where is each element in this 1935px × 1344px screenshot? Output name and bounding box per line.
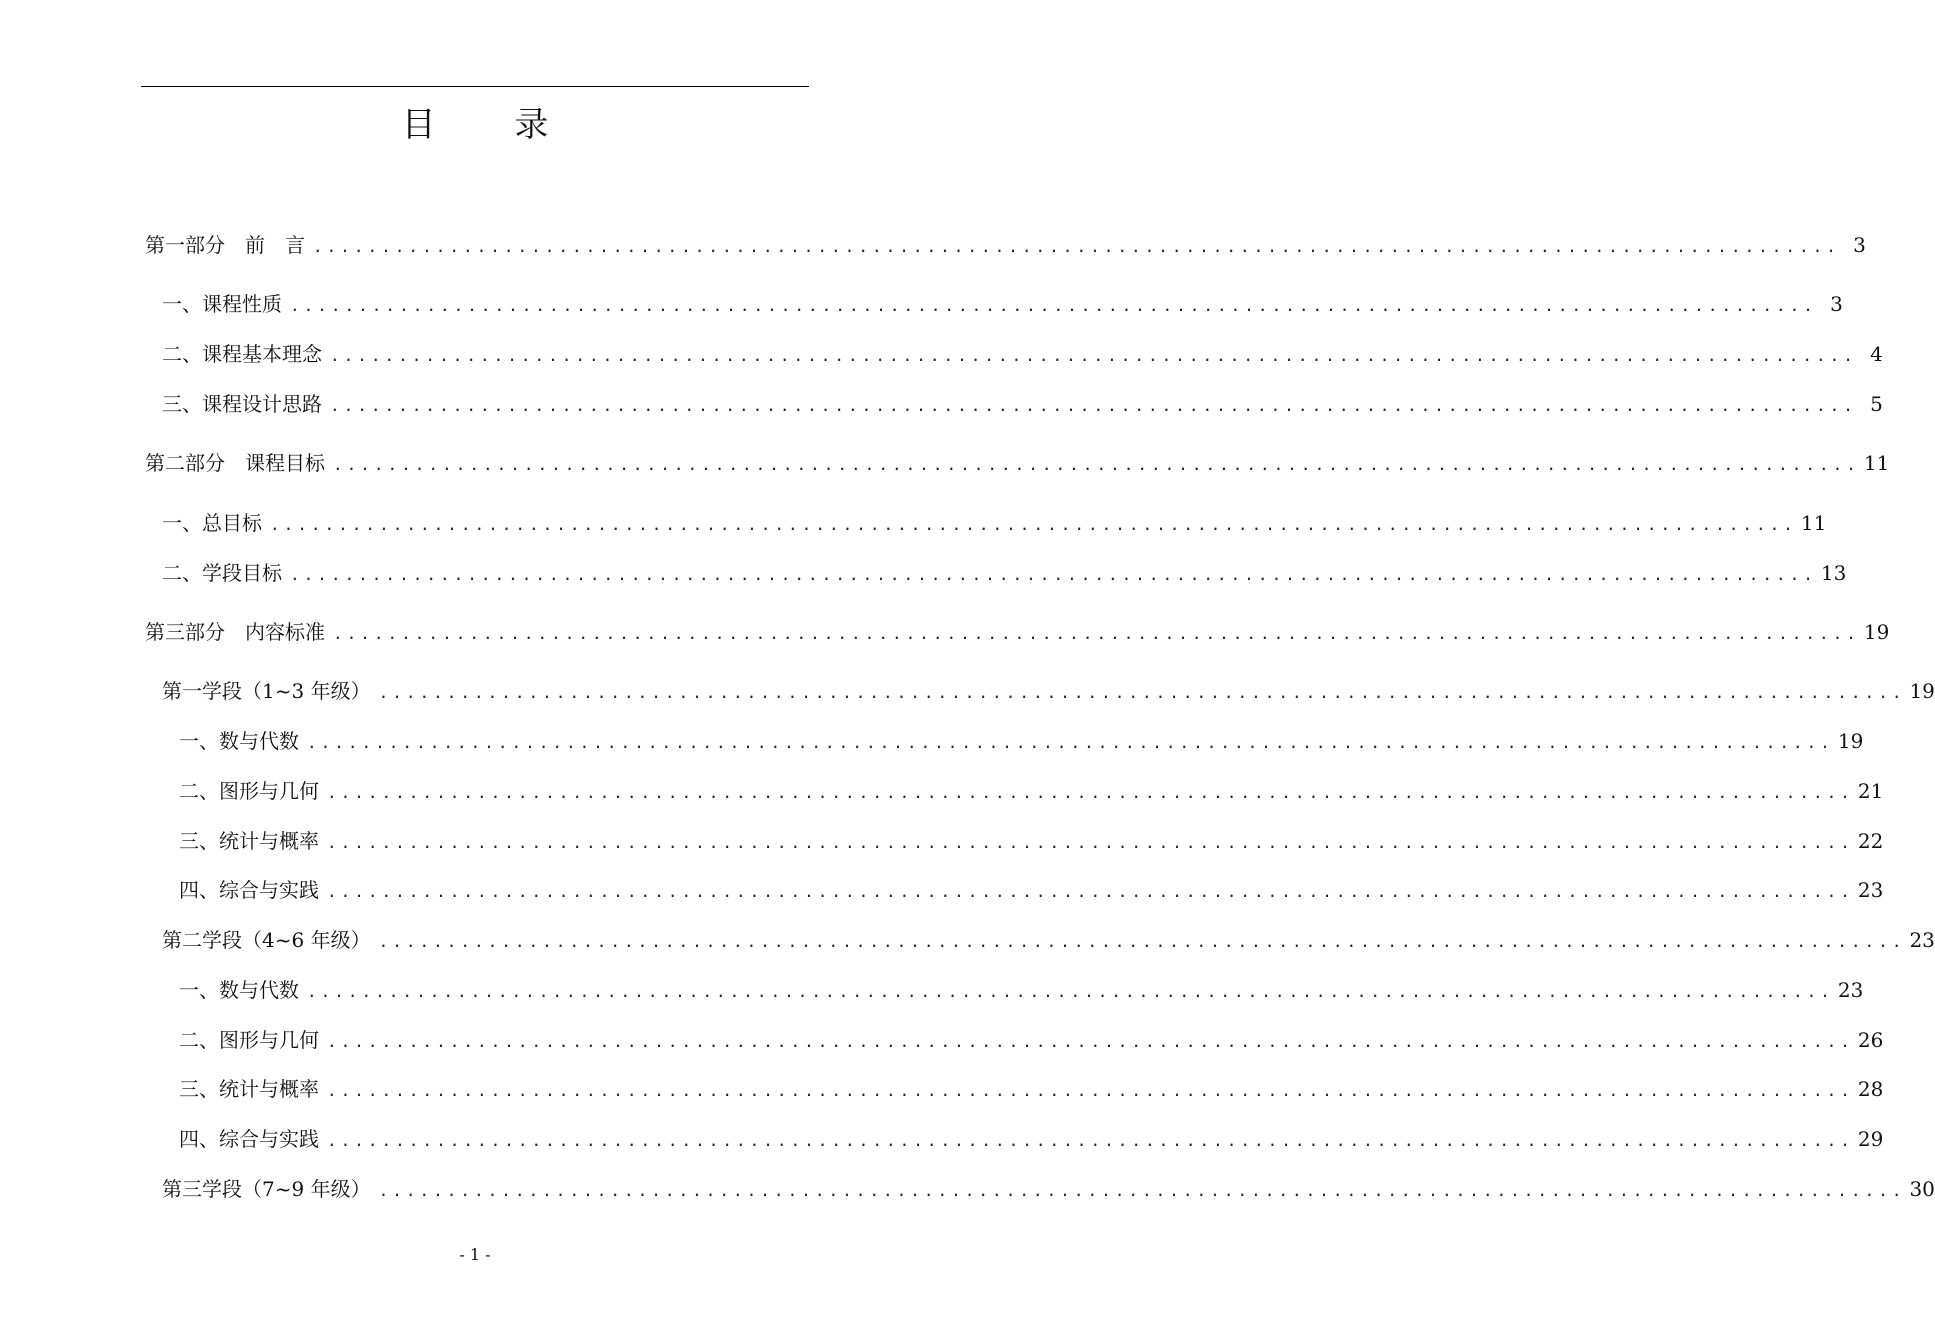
toc-entry-label: 第三学段（7~9 年级） — [162, 1177, 371, 1201]
toc-entry-page: 22 — [1857, 829, 1884, 853]
toc-entry-label: 一、数与代数 — [179, 978, 299, 1002]
page-number: - 1 - — [459, 1245, 491, 1264]
toc-entry-label: 三、课程设计思路 — [162, 392, 322, 416]
toc-entry-label: 一、课程性质 — [162, 292, 282, 316]
toc-entry-label: 二、学段目标 — [162, 561, 282, 585]
toc-entry-label: 四、综合与实践 — [179, 1127, 319, 1151]
toc-entry-label: 三、统计与概率 — [179, 1077, 319, 1101]
toc-dot-leader: ................................................................................................................ — [327, 783, 1854, 802]
toc-entry-label: 一、总目标 — [162, 511, 262, 535]
toc-entry[interactable] — [145, 617, 1890, 647]
toc-entry-label: 第二学段（4~6 年级） — [162, 928, 371, 952]
toc-dot-leader: ................................................................................................................ — [313, 237, 1840, 256]
toc-entry[interactable] — [162, 676, 1935, 706]
toc-entry-page: 26 — [1857, 1028, 1884, 1052]
toc-entry[interactable] — [162, 289, 1843, 319]
toc-entry[interactable] — [179, 1025, 1884, 1055]
toc-entry-page: 28 — [1857, 1077, 1884, 1101]
toc-dot-leader: ................................................................................................................ — [307, 982, 1834, 1001]
toc-entry-page: 13 — [1820, 561, 1847, 585]
toc-entry[interactable] — [179, 1124, 1884, 1154]
toc-entry-page: 29 — [1857, 1127, 1884, 1151]
toc-dot-leader: ................................................................................................................ — [327, 1081, 1854, 1100]
toc-entry[interactable] — [179, 776, 1884, 806]
toc-entry-label: 三、统计与概率 — [179, 829, 319, 853]
toc-entry[interactable] — [145, 230, 1866, 260]
toc-entry[interactable] — [162, 389, 1883, 419]
toc-entry-label: 二、课程基本理念 — [162, 342, 322, 366]
toc-entry-page: 3 — [1830, 292, 1843, 316]
toc-entry[interactable] — [179, 975, 1864, 1005]
toc-dot-leader: ................................................................................................................ — [330, 346, 1857, 365]
toc-entry-page: 19 — [1863, 620, 1890, 644]
toc-entry-page: 5 — [1870, 392, 1883, 416]
toc-dot-leader: ................................................................................................................ — [307, 733, 1834, 752]
toc-dot-leader: ................................................................................................................ — [330, 396, 1857, 415]
toc-entry-page: 23 — [1857, 878, 1884, 902]
toc-dot-leader: ................................................................................................................ — [378, 932, 1906, 951]
toc-dot-leader: ................................................................................................................ — [327, 1032, 1854, 1051]
page-title: 目 录 — [401, 105, 583, 145]
toc-entry-page: 4 — [1870, 342, 1883, 366]
toc-entry-label: 二、图形与几何 — [179, 1028, 319, 1052]
toc-entry-label: 一、数与代数 — [179, 729, 299, 753]
toc-entry[interactable] — [162, 558, 1847, 588]
toc-dot-leader: ................................................................................................................ — [333, 455, 1860, 474]
toc-entry-page: 30 — [1909, 1177, 1935, 1201]
toc-entry-page: 19 — [1909, 679, 1935, 703]
toc-entry-label: 第二部分 课程目标 — [145, 451, 325, 475]
toc-entry-page: 23 — [1909, 928, 1935, 952]
toc-entry-label: 第三部分 内容标准 — [145, 620, 325, 644]
toc-dot-leader: ................................................................................................................ — [327, 833, 1854, 852]
toc-entry-label: 第一学段（1~3 年级） — [162, 679, 371, 703]
toc-entry-page: 11 — [1800, 511, 1827, 535]
toc-entry[interactable] — [145, 448, 1890, 478]
toc-dot-leader: ................................................................................................................ — [270, 515, 1797, 534]
toc-entry-page: 3 — [1853, 233, 1866, 257]
toc-entry[interactable] — [162, 339, 1883, 369]
toc-entry-page: 21 — [1857, 779, 1884, 803]
toc-dot-leader: ................................................................................................................ — [290, 565, 1817, 584]
toc-dot-leader: ................................................................................................................ — [333, 624, 1860, 643]
toc-entry-label: 第一部分 前 言 — [145, 233, 305, 257]
toc-entry[interactable] — [162, 1174, 1935, 1204]
toc-entry-page: 19 — [1837, 729, 1864, 753]
toc-entry[interactable] — [162, 925, 1935, 955]
toc-dot-leader: ................................................................................................................ — [327, 1131, 1854, 1150]
toc-entry[interactable] — [179, 826, 1884, 856]
toc-dot-leader: ................................................................................................................ — [378, 683, 1906, 702]
toc-entry[interactable] — [162, 508, 1827, 538]
toc-entry[interactable] — [179, 875, 1884, 905]
toc-entry[interactable] — [179, 726, 1864, 756]
toc-dot-leader: ................................................................................................................ — [290, 296, 1817, 315]
toc-dot-leader: ................................................................................................................ — [327, 882, 1854, 901]
toc-entry[interactable] — [179, 1074, 1884, 1104]
toc-dot-leader: ................................................................................................................ — [378, 1181, 1906, 1200]
toc-entry-page: 23 — [1837, 978, 1864, 1002]
toc-entry-page: 11 — [1863, 451, 1890, 475]
toc-entry-label: 二、图形与几何 — [179, 779, 319, 803]
header-rule — [141, 86, 809, 87]
toc-entry-label: 四、综合与实践 — [179, 878, 319, 902]
